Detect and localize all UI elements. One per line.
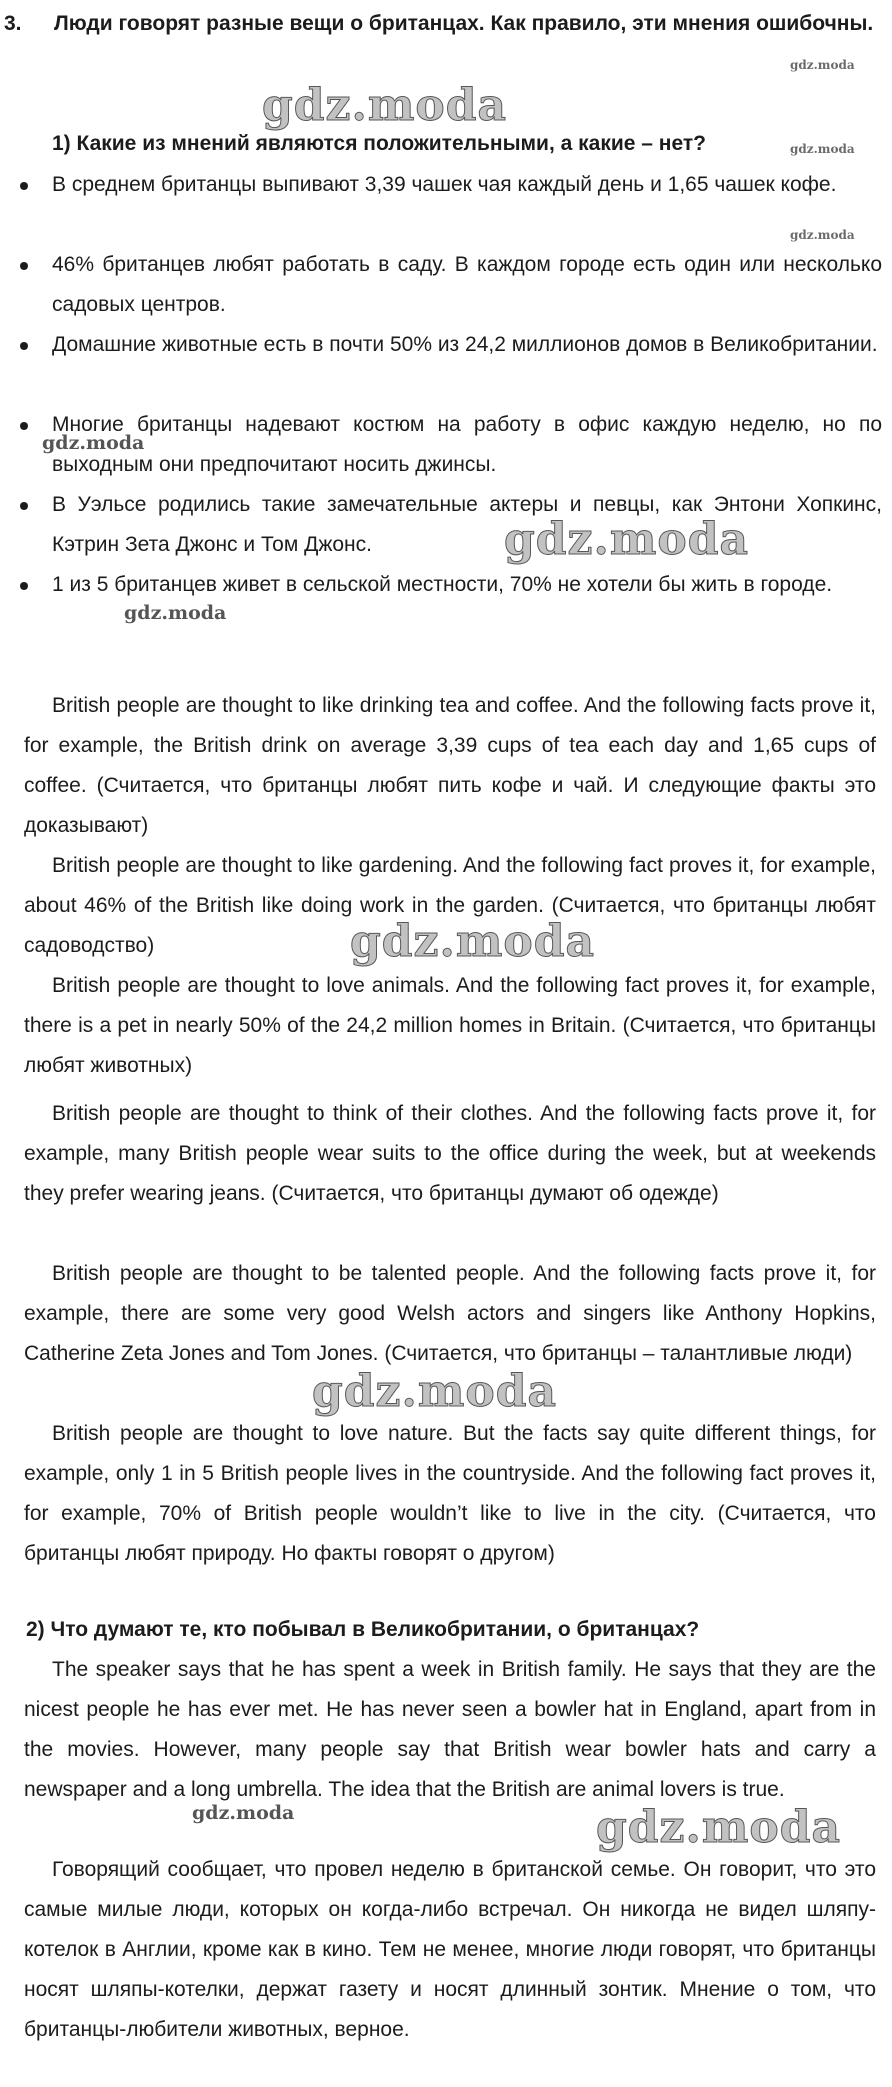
task-number: 3. (4, 12, 22, 35)
list-item: Домашние животные есть в почти 50% из 24,2 миллионов домов в Великобритании. (20, 325, 882, 405)
answer-paragraph: British people are thought to like drinking tea and coffee. And the following facts prove it, for example, the British drink on average 3,39 cups of tea each day and 1,65 cups of coffee. (Считается, что британцы любят пить кофе и чай. И следующие факты это доказывают) (24, 694, 876, 837)
list-item: В среднем британцы выпивают 3,39 чашек чая каждый день и 1,65 чашек кофе. (20, 165, 882, 245)
watermark: gdz.moda (262, 80, 508, 131)
opinions-list (20, 165, 882, 645)
list-item: Многие британцы надевают костюм на работу в офис каждую неделю, но по выходным они предпочитают носить джинсы. (20, 405, 882, 485)
bullet-icon (20, 342, 28, 350)
watermark: gdz.moda (350, 916, 596, 967)
answer-paragraph: British people are thought to think of their clothes. And the following facts prove it, for example, many British people wear suits to the office during the week, but at weekends they prefer wearing jeans. (Считается, что британцы думают об одежде) (24, 1102, 876, 1205)
list-item: 1 из 5 британцев живет в сельской местности, 70% не хотели бы жить в городе. (20, 565, 882, 645)
section1-heading: 1) Какие из мнений являются положительными, а какие – нет? (52, 132, 706, 155)
watermark: gdz.moda (790, 228, 855, 242)
watermark: gdz.moda (790, 142, 855, 156)
task-text: Люди говорят разные вещи о британцах. Как правило, эти мнения ошибочны. (54, 12, 874, 35)
bullet-icon (20, 422, 28, 430)
list-item: В Уэльсе родились такие замечательные актеры и певцы, как Энтони Хопкинс, Кэтрин Зета Джонс и Том Джонс. (20, 485, 882, 565)
watermark: gdz.moda (596, 1802, 842, 1853)
russian-answer-paragraph: Говорящий сообщает, что провел неделю в британской семье. Он говорит, что это самые милые люди, которых он когда-либо встречал. Он никогда не видел шляпу-котелок в Англии, кроме как в кино. Тем не менее, многие люди говорят, что британцы носят шляпы-котелки, держат газету и носят длинный зонтик. Мнение о том, что британцы-любители животных, верное. (24, 1858, 876, 2041)
watermark: gdz.moda (504, 514, 750, 565)
bullet-icon (20, 582, 28, 590)
answer-paragraph: British people are thought to be talented people. And the following facts prove it, for example, there are some very good Welsh actors and singers like Anthony Hopkins, Catherine Zeta Jones and Tom Jones. (Считается, что британцы – талантливые люди) (24, 1262, 876, 1365)
list-item: 46% британцев любят работать в саду. В каждом городе есть один или несколько садовых центров. (20, 245, 882, 325)
bullet-icon (20, 502, 28, 510)
watermark: gdz.moda (124, 602, 227, 624)
watermark: gdz.moda (790, 58, 855, 72)
answer-paragraph: British people are thought to love animals. And the following fact proves it, for example, there is a pet in nearly 50% of the 24,2 million homes in Britain. (Считается, что британцы любят животных) (24, 974, 876, 1077)
watermark: gdz.moda (312, 1366, 558, 1417)
bullet-icon (20, 182, 28, 190)
answer-paragraph: British people are thought to love nature. But the facts say quite different things, for example, only 1 in 5 British people lives in the countryside. And the following fact proves it, for example, 70% of British people wouldn’t like to live in the city. (Считается, что британцы любят природу. Но факты говорят о другом) (24, 1422, 876, 1565)
section2-heading: 2) Что думают те, кто побывал в Великобритании, о британцах? (26, 1618, 700, 1641)
bullet-icon (20, 262, 28, 270)
english-answer-paragraph: The speaker says that he has spent a week in British family. He says that they are the nicest people he has ever met. He has never seen a bowler hat in England, apart from in the movies. However, many people say that British wear bowler hats and carry a newspaper and a long umbrella. The idea that the British are animal lovers is true. (24, 1658, 876, 1801)
answer-paragraph: British people are thought to like gardening. And the following fact proves it, for example, about 46% of the British like doing work in the garden. (Считается, что британцы любят садоводство) (24, 854, 876, 957)
watermark: gdz.moda (42, 432, 145, 454)
watermark: gdz.moda (192, 1802, 295, 1824)
